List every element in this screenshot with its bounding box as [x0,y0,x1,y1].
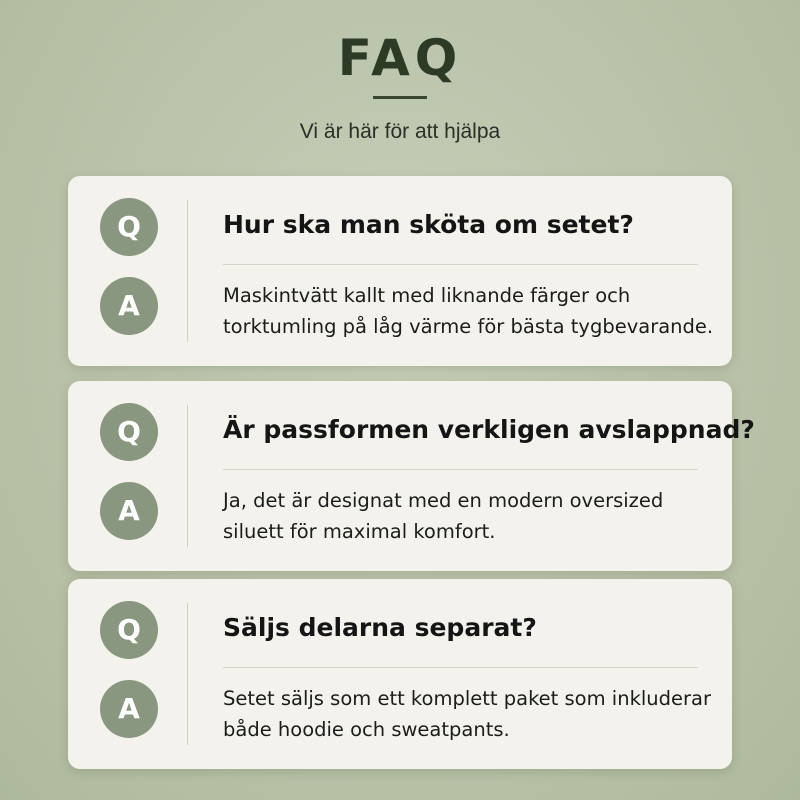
answer-badge: A [100,482,158,540]
faq-card [68,176,732,366]
faq-card [68,579,732,769]
answer-badge: A [100,680,158,738]
horizontal-divider [223,667,698,668]
question-badge: Q [100,601,158,659]
faq-question: Säljs delarna separat? [223,613,537,642]
question-badge: Q [100,198,158,256]
horizontal-divider [223,469,698,470]
faq-answer: Ja, det är designat med en modern oversized siluett för maximal komfort. [223,489,664,543]
answer-badge: A [100,277,158,335]
vertical-divider [187,603,188,745]
question-badge: Q [100,403,158,461]
faq-question: Hur ska man sköta om setet? [223,210,634,239]
faq-card [68,381,755,571]
faq-answer: Maskintvätt kallt med liknande färger och torktumling på låg värme för bästa tygbevarande. [223,284,714,338]
faq-question: Är passformen verkligen avslappnad? [223,415,755,444]
faq-answer: Setet säljs som ett komplett paket som inkluderar både hoodie och sweatpants. [223,687,711,741]
page-title: FAQ [337,29,463,87]
horizontal-divider [223,264,698,265]
page-subtitle: Vi är här för att hjälpa [299,120,501,143]
vertical-divider [187,405,188,547]
vertical-divider [187,200,188,342]
title-divider [373,96,427,99]
